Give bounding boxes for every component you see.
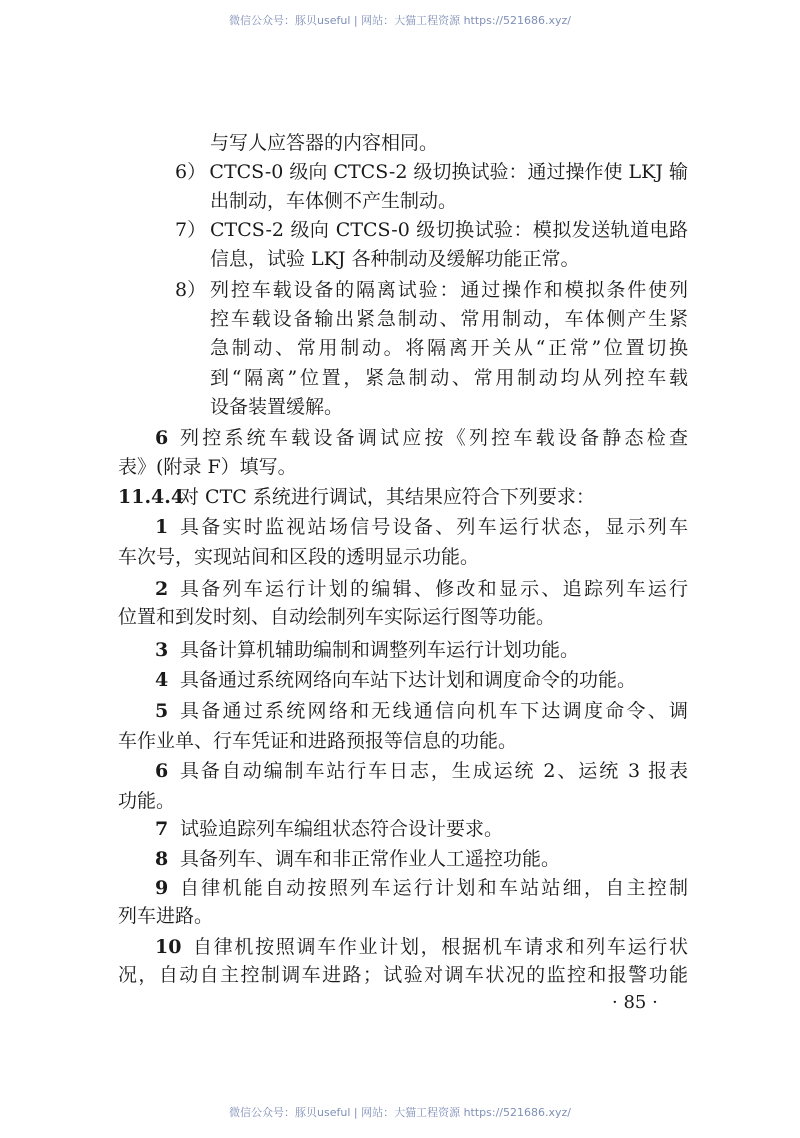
text-line xyxy=(118,788,175,814)
line-text: 对 CTC 系统进行调试，其结果应符合下列要求： xyxy=(180,486,595,508)
line-text: 具备列车运行计划的编辑、修改和显示、追踪列车运行 xyxy=(180,578,688,600)
item-number: 9 xyxy=(155,877,169,899)
line-text: 列车进路。 xyxy=(118,905,214,927)
line-text: 出制动，车体侧不产生制动。 xyxy=(210,190,458,212)
item-number: 7） xyxy=(175,219,207,241)
text-line xyxy=(210,188,457,214)
item-number: 6 xyxy=(155,427,169,449)
clause-5 xyxy=(155,698,688,724)
line-text: 试验追踪列车编组状态符合设计要求。 xyxy=(180,818,504,840)
item-number: 6） xyxy=(175,161,207,183)
line-text: 具备通过系统网络和无线通信向机车下达调度命令、调 xyxy=(180,700,688,722)
line-text: 到“隔离”位置，紧急制动、常用制动均从列控车载 xyxy=(210,367,688,389)
item-number: 2 xyxy=(155,578,169,600)
line-text: 设备装置缓解。 xyxy=(210,396,344,418)
line-text: 信息，试验 LKJ 各种制动及缓解功能正常。 xyxy=(210,248,580,270)
clause-9 xyxy=(155,875,688,901)
clause-1 xyxy=(155,514,688,540)
text-line xyxy=(118,604,555,630)
section-heading-11-4-4 xyxy=(118,484,595,510)
text-line xyxy=(210,130,438,156)
line-text: 列控车载设备的隔离试验：通过操作和模拟条件使列 xyxy=(210,279,688,301)
line-text: CTCS-2 级向 CTCS-0 级切换试验：模拟发送轨道电路 xyxy=(210,219,688,241)
line-text: 具备计算机辅助编制和调整列车运行计划功能。 xyxy=(180,639,580,661)
text-line xyxy=(118,903,213,929)
item-number: 6 xyxy=(155,760,169,782)
list-item-7 xyxy=(175,217,688,243)
line-text: 与写人应答器的内容相同。 xyxy=(210,132,439,154)
clause-7 xyxy=(155,816,503,842)
list-item-8 xyxy=(175,277,688,303)
text-line xyxy=(210,246,580,272)
text-line xyxy=(118,728,517,754)
clause-6b xyxy=(155,758,688,784)
text-line xyxy=(118,544,479,570)
text-line xyxy=(210,335,688,361)
clause-8 xyxy=(155,846,560,872)
list-item-6 xyxy=(175,159,688,185)
clause-6 xyxy=(155,425,688,451)
line-text: 具备通过系统网络向车站下达计划和调度命令的功能。 xyxy=(180,669,637,691)
line-text: 车次号，实现站间和区段的透明显示功能。 xyxy=(118,546,480,568)
item-number: 10 xyxy=(155,936,182,958)
item-number: 8 xyxy=(155,848,169,870)
text-line xyxy=(210,394,343,420)
item-number: 4 xyxy=(155,669,169,691)
line-text: 具备实时监视站场信号设备、列车运行状态，显示列车 xyxy=(180,516,688,538)
line-text: 表》(附录 F）填写。 xyxy=(118,456,297,478)
line-text: 控车载设备输出紧急制动、常用制动，车体侧产生紧 xyxy=(210,308,688,330)
line-text: 列控系统车载设备调试应按《列控车载设备静态检查 xyxy=(180,427,688,449)
page-number: · 85 · xyxy=(612,992,658,1013)
clause-10 xyxy=(155,934,688,960)
line-text: CTCS-0 级向 CTCS-2 级切换试验：通过操作使 LKJ 输 xyxy=(209,161,688,183)
text-line xyxy=(210,306,688,332)
clause-3 xyxy=(155,637,579,663)
item-number: 3 xyxy=(155,639,169,661)
clause-4 xyxy=(155,667,636,693)
item-number: 1 xyxy=(155,516,169,538)
line-text: 自律机能自动按照列车运行计划和车站站细，自主控制 xyxy=(180,877,688,899)
text-line xyxy=(118,454,297,480)
line-text: 功能。 xyxy=(118,790,176,812)
section-number: 11.4.4 xyxy=(118,486,185,508)
line-text: 具备自动编制车站行车日志，生成运统 2、运统 3 报表 xyxy=(180,760,688,782)
text-line xyxy=(210,365,688,391)
line-text: 位置和到发时刻、自动绘制列车实际运行图等功能。 xyxy=(118,606,556,628)
item-number: 5 xyxy=(155,700,169,722)
clause-2 xyxy=(155,576,688,602)
watermark-bottom: 微信公众号：豚贝useful | 网站：大猫工程资源 https://521686.xyz/ xyxy=(229,1106,571,1119)
line-text: 急制动、常用制动。将隔离开关从“正常”位置切换 xyxy=(210,337,688,359)
line-text: 自律机按照调车作业计划，根据机车请求和列车运行状 xyxy=(193,936,688,958)
text-line xyxy=(118,962,688,988)
line-text: 具备列车、调车和非正常作业人工遥控功能。 xyxy=(180,848,561,870)
line-text: 车作业单、行车凭证和进路预报等信息的功能。 xyxy=(118,730,518,752)
item-number: 7 xyxy=(155,818,169,840)
line-text: 况，自动自主控制调车进路；试验对调车状况的监控和报警功能 xyxy=(118,964,688,986)
watermark-top: 微信公众号：豚贝useful | 网站：大猫工程资源 https://521686.xyz/ xyxy=(229,14,571,27)
item-number: 8） xyxy=(175,279,207,301)
